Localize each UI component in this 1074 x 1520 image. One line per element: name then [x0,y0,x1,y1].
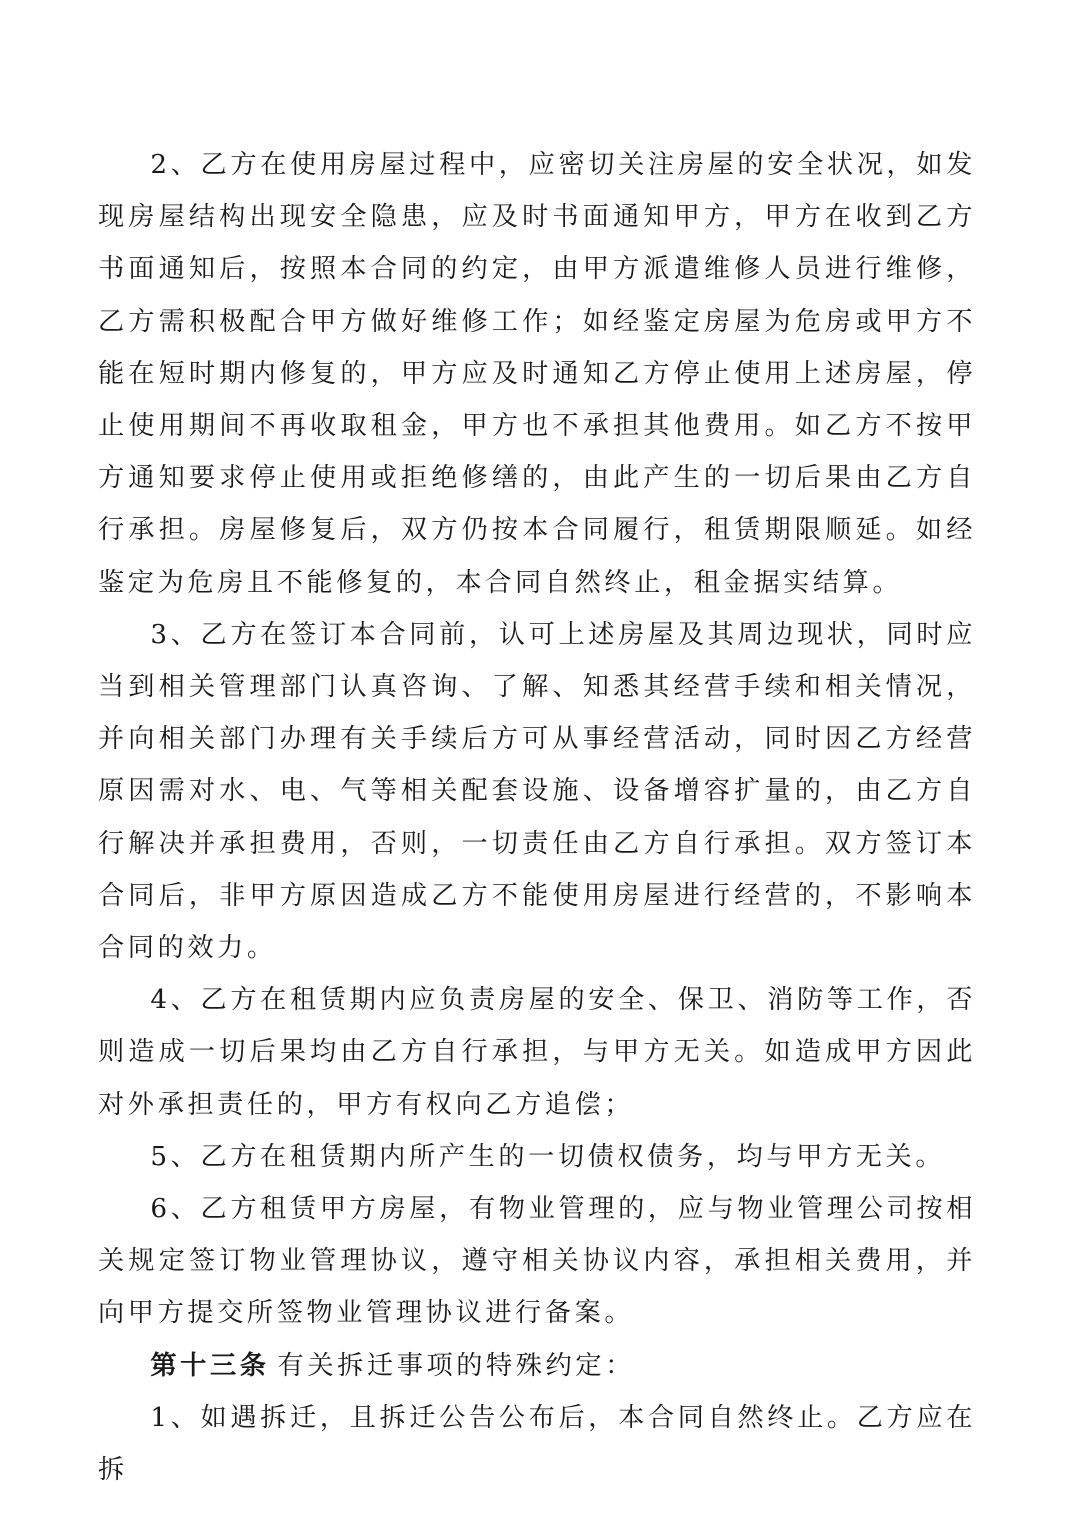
article-13-title: 第十三条 [150,1349,270,1381]
article-13-heading [98,1340,976,1392]
clause-item-2: 2、乙方在使用房屋过程中，应密切关注房屋的安全状况，如发现房屋结构出现安全隐患，应及时书面通知甲方，甲方在收到乙方书面通知后，按照本合同的约定，由甲方派遣维修人员进行维修，乙方需积极配合甲方做好维修工作；如经鉴定房屋为危房或甲方不能在短时期内修复的，甲方应及时通知乙方停止使用上述房屋，停止使用期间不再收取租金，甲方也不承担其他费用。如乙方不按甲方通知要求停止使用或拒绝修缮的，由此产生的一切后果由乙方自行承担。房屋修复后，双方仍按本合同履行，租赁期限顺延。如经鉴定为危房且不能修复的，本合同自然终止，租金据实结算。 [98,150,976,598]
clause-item-5: 5、乙方在租赁期内所产生的一切债权债务，均与甲方无关。 [150,1141,946,1172]
clause-item-3: 3、乙方在签订本合同前，认可上述房屋及其周边现状，同时应当到相关管理部门认真咨询、了解、知悉其经营手续和相关情况，并向相关部门办理有关手续后方可从事经营活动，同时因乙方经营原因需对水、电、气等相关配套设施、设备增容扩量的，由乙方自行解决并承担费用，否则，一切责任由乙方自行承担。双方签订本合同后，非甲方原因造成乙方不能使用房屋进行经营的，不影响本合同的效力。 [98,619,976,964]
clause-13-item-1: 1、如遇拆迁，且拆迁公告公布后，本合同自然终止。乙方应在拆 [98,1402,976,1486]
article-13-text: 有关拆迁事项的特殊约定： [277,1350,635,1381]
clause-item-4: 4、乙方在租赁期内应负责房屋的安全、保卫、消防等工作，否则造成一切后果均由乙方自行承担，与甲方无关。如造成甲方因此对外承担责任的，甲方有权向乙方追偿； [98,985,976,1120]
clause-item-6: 6、乙方租赁甲方房屋，有物业管理的，应与物业管理公司按相关规定签订物业管理协议，遵守相关协议内容，承担相关费用，并向甲方提交所签物业管理协议进行备案。 [98,1194,976,1329]
